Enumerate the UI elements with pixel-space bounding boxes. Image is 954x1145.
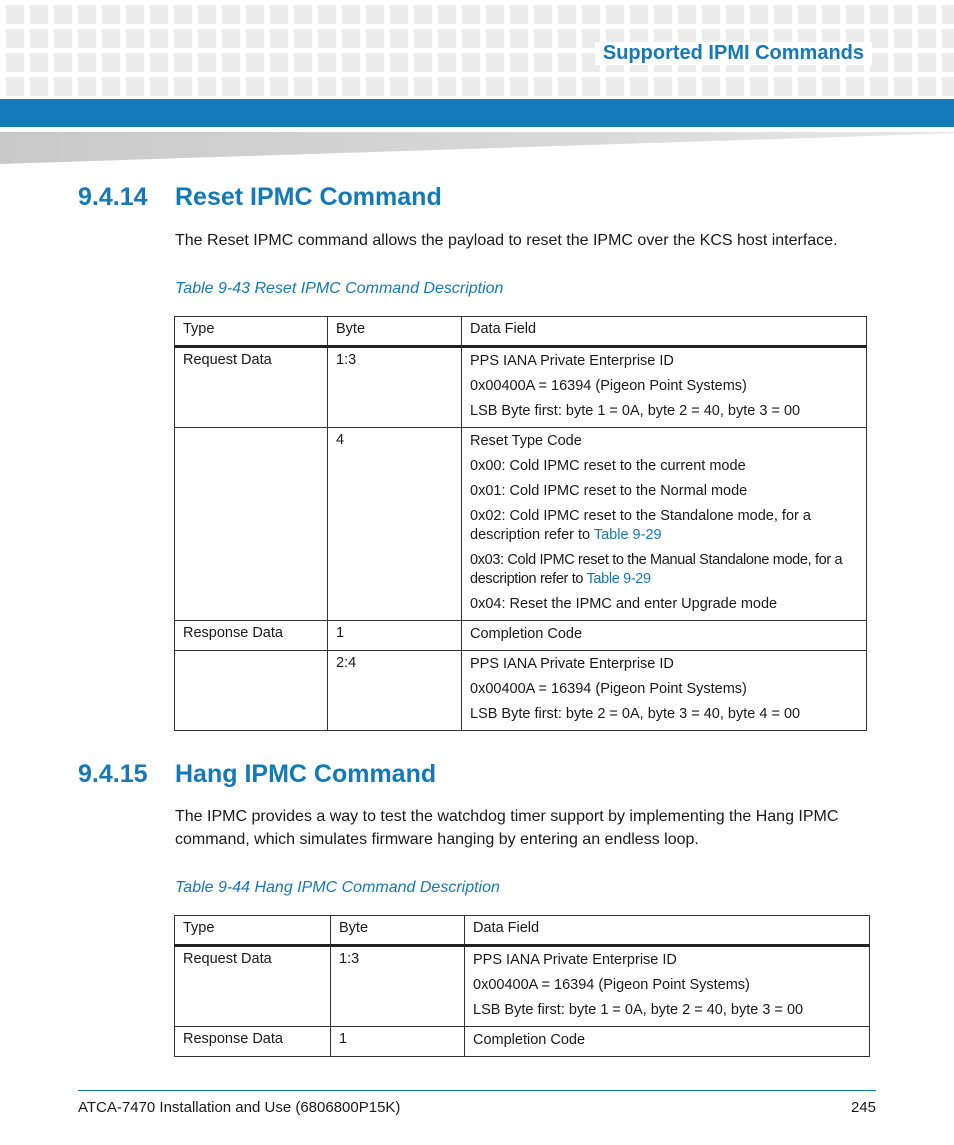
- cell-data-field: [462, 651, 867, 731]
- header-cell-byte: Byte: [331, 916, 465, 946]
- cell-type: Response Data: [175, 621, 328, 651]
- data-line: 0x04: Reset the IPMC and enter Upgrade mode: [470, 596, 778, 612]
- table-header-row: [175, 916, 870, 946]
- data-line: LSB Byte first: byte 1 = 0A, byte 2 = 40, byte 3 = 00: [470, 403, 801, 419]
- footer-page-number: 245: [850, 1099, 876, 1116]
- header-cell-data-field: Data Field: [462, 317, 867, 347]
- header-cell-type: Type: [175, 317, 328, 347]
- table-row: [175, 1027, 870, 1057]
- section-heading-hang-ipmc: [78, 760, 436, 789]
- data-line: Reset Type Code: [470, 433, 582, 449]
- table-row: [175, 621, 867, 651]
- cell-byte: 1:3: [328, 347, 462, 428]
- cell-byte: 2:4: [328, 651, 462, 731]
- cell-data-field: [462, 428, 867, 621]
- cell-data-field: [465, 1027, 870, 1057]
- header-cell-type: Type: [175, 916, 331, 946]
- table-caption: Table 9-43 Reset IPMC Command Description: [175, 280, 504, 297]
- data-line: 0x00400A = 16394 (Pigeon Point Systems): [473, 977, 750, 993]
- data-line: 0x00400A = 16394 (Pigeon Point Systems): [470, 378, 747, 394]
- table-row: [175, 651, 867, 731]
- section-intro: The Reset IPMC command allows the payload to reset the IPMC over the KCS host interface.: [175, 232, 838, 249]
- section-title: Hang IPMC Command: [175, 760, 437, 788]
- cell-type: Request Data: [175, 347, 328, 428]
- table-reference-link[interactable]: Table 9-29: [586, 571, 651, 587]
- running-header-title: Supported IPMI Commands: [595, 42, 872, 65]
- footer-rule: [78, 1090, 876, 1091]
- table-reference-link[interactable]: Table 9-29: [593, 527, 662, 543]
- section-number: 9.4.14: [78, 183, 148, 211]
- cell-data-field: [462, 621, 867, 651]
- table-header-row: [175, 317, 867, 347]
- data-line: Completion Code: [473, 1032, 586, 1048]
- data-line-text: 0x03: Cold IPMC reset to the Manual Standalone mode, for a description refer to: [470, 552, 843, 587]
- data-line: LSB Byte first: byte 2 = 0A, byte 3 = 40, byte 4 = 00: [470, 706, 801, 722]
- cell-byte: 1: [328, 621, 462, 651]
- cell-byte: 1:3: [331, 946, 465, 1027]
- reset-ipmc-table: [174, 316, 867, 731]
- table-row: [175, 428, 867, 621]
- cell-data-field: [462, 347, 867, 428]
- data-line: [470, 551, 858, 589]
- table-row: [175, 347, 867, 428]
- cell-data-field: [465, 946, 870, 1027]
- data-line: PPS IANA Private Enterprise ID: [470, 353, 674, 369]
- hang-ipmc-table: [174, 915, 870, 1057]
- cell-type: [175, 428, 328, 621]
- cell-type: Request Data: [175, 946, 331, 1027]
- footer-document-title: ATCA-7470 Installation and Use (6806800P15K): [78, 1099, 401, 1116]
- table-caption: Table 9-44 Hang IPMC Command Description: [175, 879, 500, 896]
- section-heading-reset-ipmc: [78, 183, 442, 212]
- data-line: 0x00400A = 16394 (Pigeon Point Systems): [470, 681, 747, 697]
- header-blue-band: [0, 99, 954, 127]
- section-number: 9.4.15: [78, 760, 148, 788]
- data-line: [470, 507, 858, 545]
- cell-byte: 4: [328, 428, 462, 621]
- section-title: Reset IPMC Command: [175, 183, 442, 211]
- data-line-text: 0x02: Cold IPMC reset to the Standalone mode, for a description refer to: [470, 508, 811, 543]
- data-line: PPS IANA Private Enterprise ID: [470, 656, 674, 672]
- data-line: 0x01: Cold IPMC reset to the Normal mode: [470, 483, 748, 499]
- cell-type: Response Data: [175, 1027, 331, 1057]
- header-cell-byte: Byte: [328, 317, 462, 347]
- header-cell-data-field: Data Field: [465, 916, 870, 946]
- section-intro: The IPMC provides a way to test the watchdog timer support by implementing the Hang IPMC command, which simulates firmware hanging by entering an endless loop.: [175, 808, 839, 848]
- data-line: 0x00: Cold IPMC reset to the current mode: [470, 458, 746, 474]
- data-line: Completion Code: [470, 626, 583, 642]
- data-line: LSB Byte first: byte 1 = 0A, byte 2 = 40, byte 3 = 00: [473, 1002, 804, 1018]
- cell-byte: 1: [331, 1027, 465, 1057]
- cell-type: [175, 651, 328, 731]
- data-line: PPS IANA Private Enterprise ID: [473, 952, 677, 968]
- table-row: [175, 946, 870, 1027]
- header-grey-wedge: [0, 132, 954, 164]
